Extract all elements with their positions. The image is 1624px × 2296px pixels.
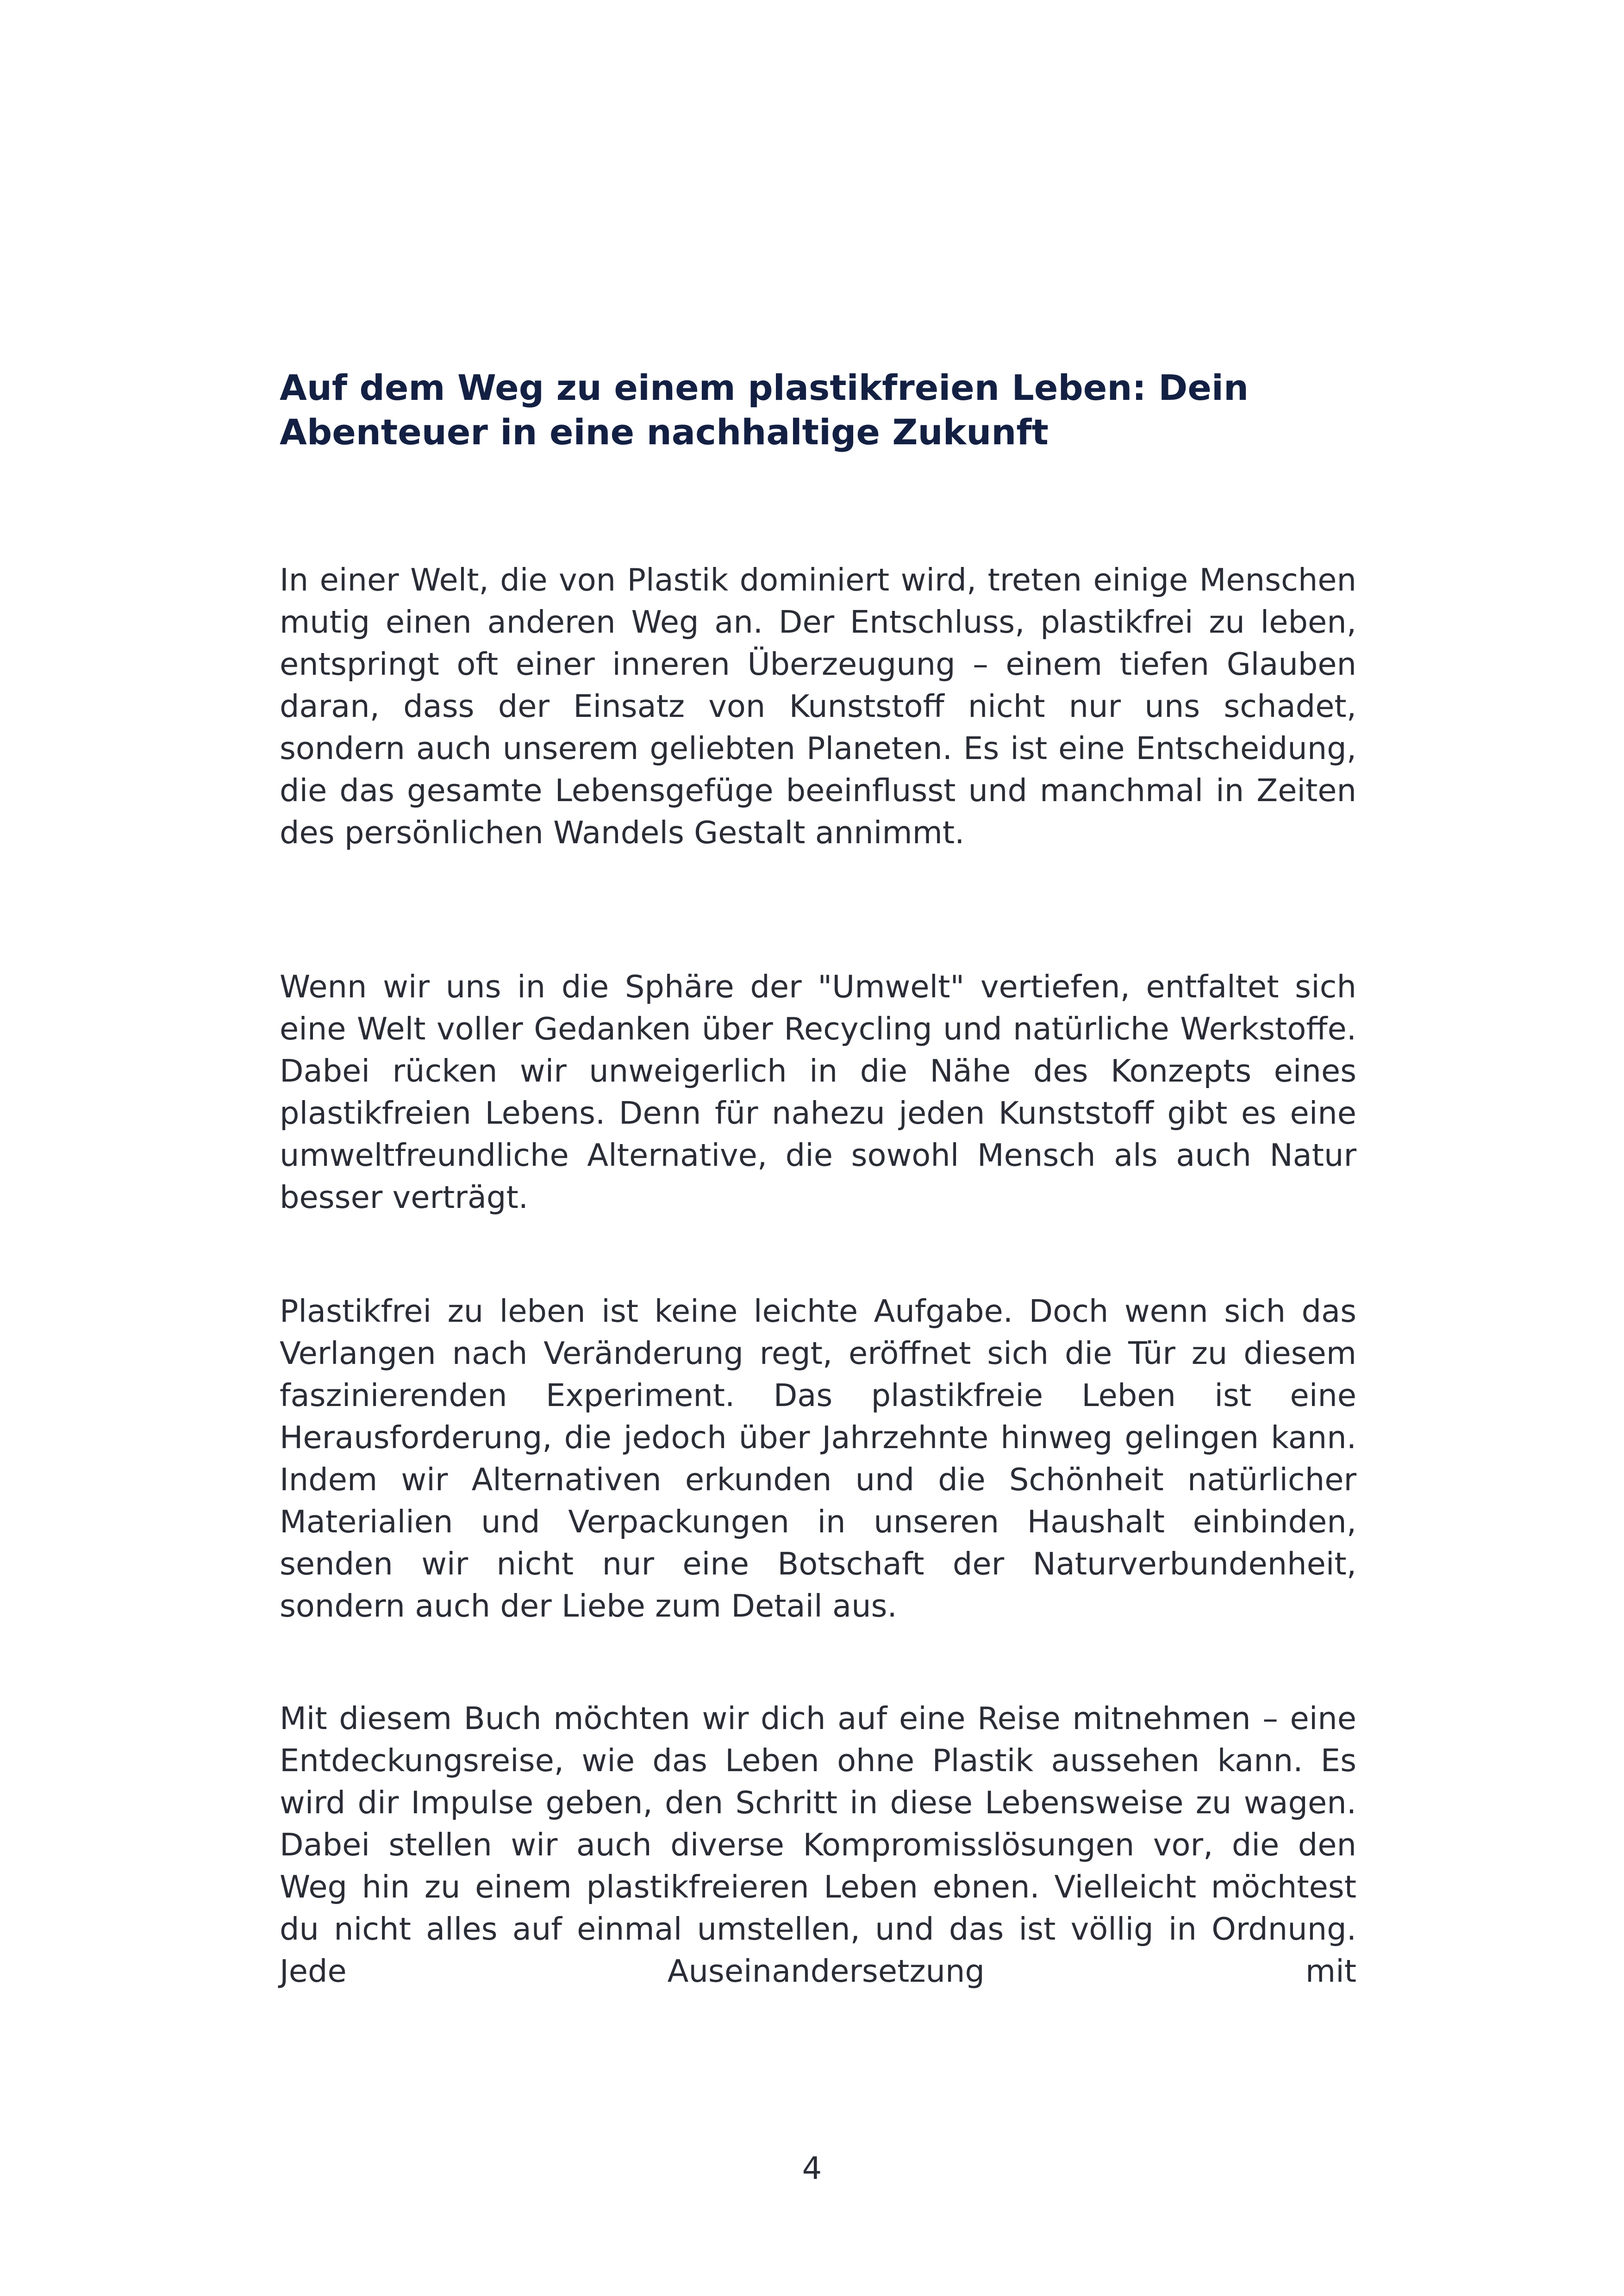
- paragraph-4: Mit diesem Buch möchten wir dich auf eine Reise mitnehmen – eine Entdeckungsreise, wie das Leben ohne Plastik aussehen kann. Es wird dir Impulse geben, den Schritt in diese Lebensweise zu wagen. Dabei stellen wir auch diverse Kompromisslösungen vor, die den Weg hin zu einem plastikfreieren Leben ebnen. Vielleicht möchtest du nicht alles auf einmal umstellen, und das ist völlig in Ordnung. Jede Auseinandersetzung mit: [280, 1700, 1356, 1989]
- page-number: 4: [802, 2150, 822, 2186]
- paragraph-1: In einer Welt, die von Plastik dominiert wird, treten einige Menschen mutig einen anderen Weg an. Der Entschluss, plastikfrei zu leben, entspringt oft einer inneren Überzeugung – einem tiefen Glauben daran, dass der Einsatz von Kunststoff nicht nur uns schadet, sondern auch unserem geliebten Planeten. Es ist eine Entscheidung, die das gesamte Lebensgefüge beeinflusst und manchmal in Zeiten des persönlichen Wandels Gestalt annimmt.: [280, 562, 1356, 851]
- page-title: Auf dem Weg zu einem plastikfreien Leben: Dein Abenteuer in eine nachhaltige Zukunft: [280, 367, 1249, 453]
- paragraph-3: Plastikfrei zu leben ist keine leichte Aufgabe. Doch wenn sich das Verlangen nach Veränderung regt, eröffnet sich die Tür zu diesem faszinierenden Experiment. Das plastikfreie Leben ist eine Herausforderung, die jedoch über Jahrzehnte hinweg gelingen kann. Indem wir Alternativen erkunden und die Schönheit natürlicher Materialien und Verpackungen in unseren Haushalt einbinden, senden wir nicht nur eine Botschaft der Naturverbundenheit, sondern auch der Liebe zum Detail aus.: [280, 1293, 1356, 1624]
- content-area: [280, 366, 1356, 454]
- paragraph-2: Wenn wir uns in die Sphäre der "Umwelt" vertiefen, entfaltet sich eine Welt voller Gedanken über Recycling und natürliche Werkstoffe. Dabei rücken wir unweigerlich in die Nähe des Konzepts eines plastikfreien Lebens. Denn für nahezu jeden Kunststoff gibt es eine umweltfreundliche Alternative, die sowohl Mensch als auch Natur besser verträgt.: [280, 969, 1356, 1215]
